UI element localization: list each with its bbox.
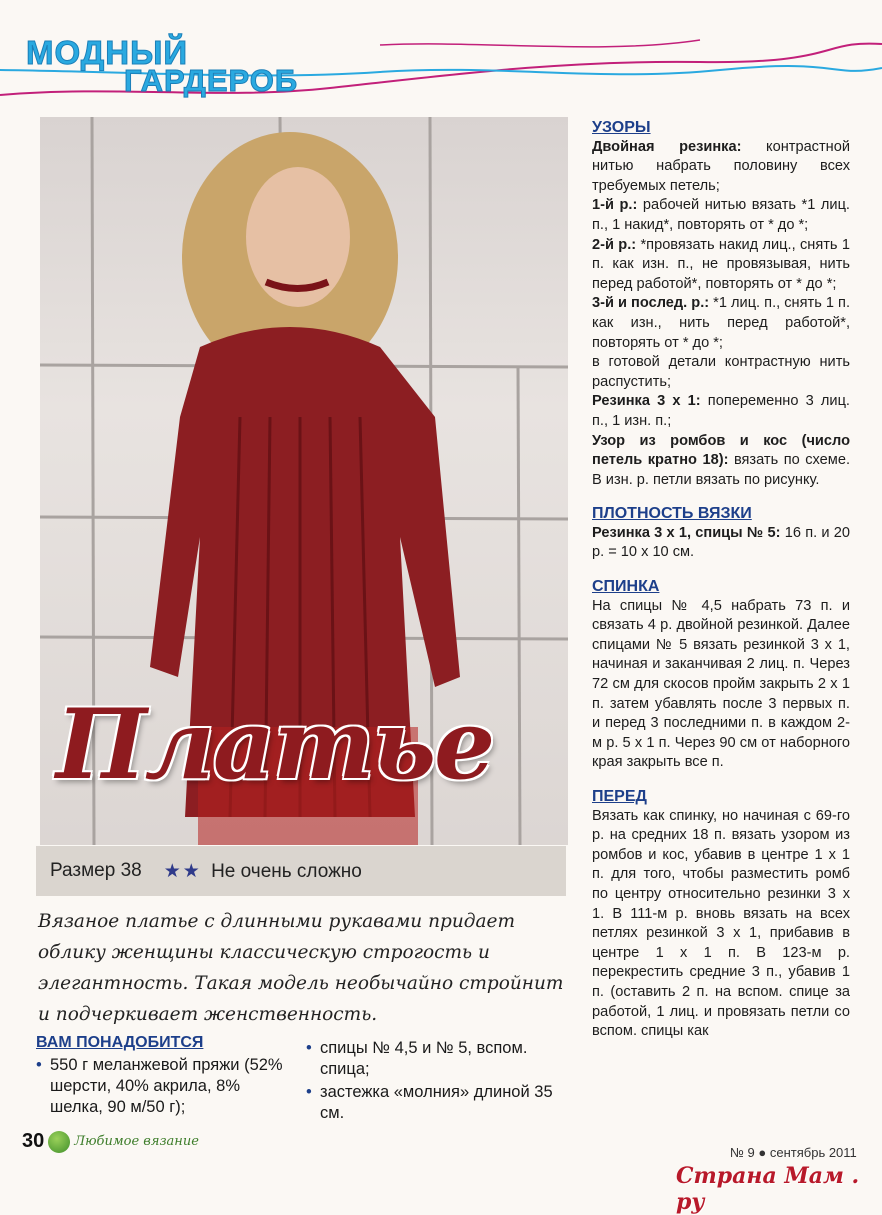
section-title-line2: ГАРДЕРОБ xyxy=(124,63,299,98)
pattern-term: Узор из ромбов и кос (число петель кратно 18): xyxy=(592,432,850,469)
materials-list-2 xyxy=(306,1036,556,1126)
section-title-line1: МОДНЫЙ xyxy=(26,34,189,71)
front-heading: ПЕРЕД xyxy=(592,788,647,805)
pattern-text: попеременно 3 лиц. п., 1 изн. п.; xyxy=(592,393,850,429)
front-text: Вязать как спинку, но начиная с 69-го р. на средних 18 п. вязать узором из ромбов и кос, убавив в центре 1 х 1 п. для того, чтобы разместить ромб по центру относительно резинки 3 х 1. В 111-м р. вновь вязать на всех петлях резинкой 3 х 1, прибавив в центре 1 х 1 п. В 123-м р. перекрестить средние 3 п., убавив 1 п. (оставить 2 п. на вспом. спице за работой, 1 лиц. и провязать петли со вспом. спицы как xyxy=(592,807,850,1040)
pattern-text: *1 лиц. п., снять 1 п. как изн., нить перед работой*, повторять от * до *; xyxy=(592,295,850,351)
size-label: Размер 38 xyxy=(50,860,142,881)
density-term: Резинка 3 х 1, спицы № 5: xyxy=(592,524,781,541)
page-footer xyxy=(22,1130,199,1153)
pattern-text: контрастной нитью набрать половину всех требуемых петель; xyxy=(592,138,850,194)
pattern-text: рабочей нитью вязать *1 лиц. п., 1 накид*, повторять от * до *; xyxy=(592,197,850,233)
materials-item: • застежка «молния» длиной 35 см. xyxy=(306,1082,556,1124)
yarn-ball-icon xyxy=(48,1131,70,1153)
pattern-term: Двойная резинка: xyxy=(592,138,742,155)
issue-info: № 9 ● сентябрь 2011 xyxy=(730,1145,857,1160)
size-difficulty-band xyxy=(36,846,566,896)
materials-item: • спицы № 4,5 и № 5, вспом. спица; xyxy=(306,1038,556,1080)
patterns-heading: УЗОРЫ xyxy=(592,119,651,136)
materials-heading: ВАМ ПОНАДОБИТСЯ xyxy=(36,1034,204,1051)
instructions-column xyxy=(592,118,850,1042)
difficulty-label: Не очень сложно xyxy=(211,860,362,882)
pattern-term: 3-й и послед. р.: xyxy=(592,295,710,312)
pattern-term: Резинка 3 х 1: xyxy=(592,393,701,410)
difficulty-stars: ★★ xyxy=(163,860,202,882)
back-heading: СПИНКА xyxy=(592,578,660,596)
page-number: 30 xyxy=(22,1130,45,1152)
pattern-term: 2-й р.: xyxy=(592,236,637,253)
materials-item: • 550 г меланжевой пряжи (52% шерсти, 40% акрила, 8% шелка, 90 м/50 г); xyxy=(36,1055,286,1118)
site-watermark: Страна Мам . ру xyxy=(676,1163,860,1215)
materials-list xyxy=(36,1032,286,1120)
intro-text: Вязаное платье с длинными рукавами придает облику женщины классическую строгость и элегантность. Такая модель необычайно стройнит и подчеркивает женственность. xyxy=(38,911,564,1025)
back-text: На спицы № 4,5 набрать 73 п. и связать 4 р. двойной резинкой. Далее спицами № 5 вязать резинкой 3 х 1, начиная и заканчивая 2 лиц. п. Через 72 см для скосов пройм закрыть 2 х 1 п. затем убавлять после 3 первых п. и перед 3 последними п. в каждом 2-м р. 5 х 1 п. Через 90 см от наборного края закрыть все п. xyxy=(592,597,850,771)
pattern-text: вязать по схеме. В изн. р. петли вязать по рисунку. xyxy=(592,452,850,488)
pattern-text: в готовой детали контрастную нить распустить; xyxy=(592,354,850,390)
magazine-brand: Любимое вязание xyxy=(74,1134,199,1149)
density-heading: ПЛОТНОСТЬ ВЯЗКИ xyxy=(592,505,752,523)
dress-title: Платье xyxy=(56,688,494,801)
section-title xyxy=(26,36,298,96)
pattern-text: *провязать накид лиц., снять 1 п. как изн. п., не провязывая, нить перед работой*, повторять от * до *; xyxy=(592,236,850,292)
pattern-term: 1-й р.: xyxy=(592,197,638,214)
density-text: 16 п. и 20 р. = 10 х 10 см. xyxy=(592,524,850,561)
